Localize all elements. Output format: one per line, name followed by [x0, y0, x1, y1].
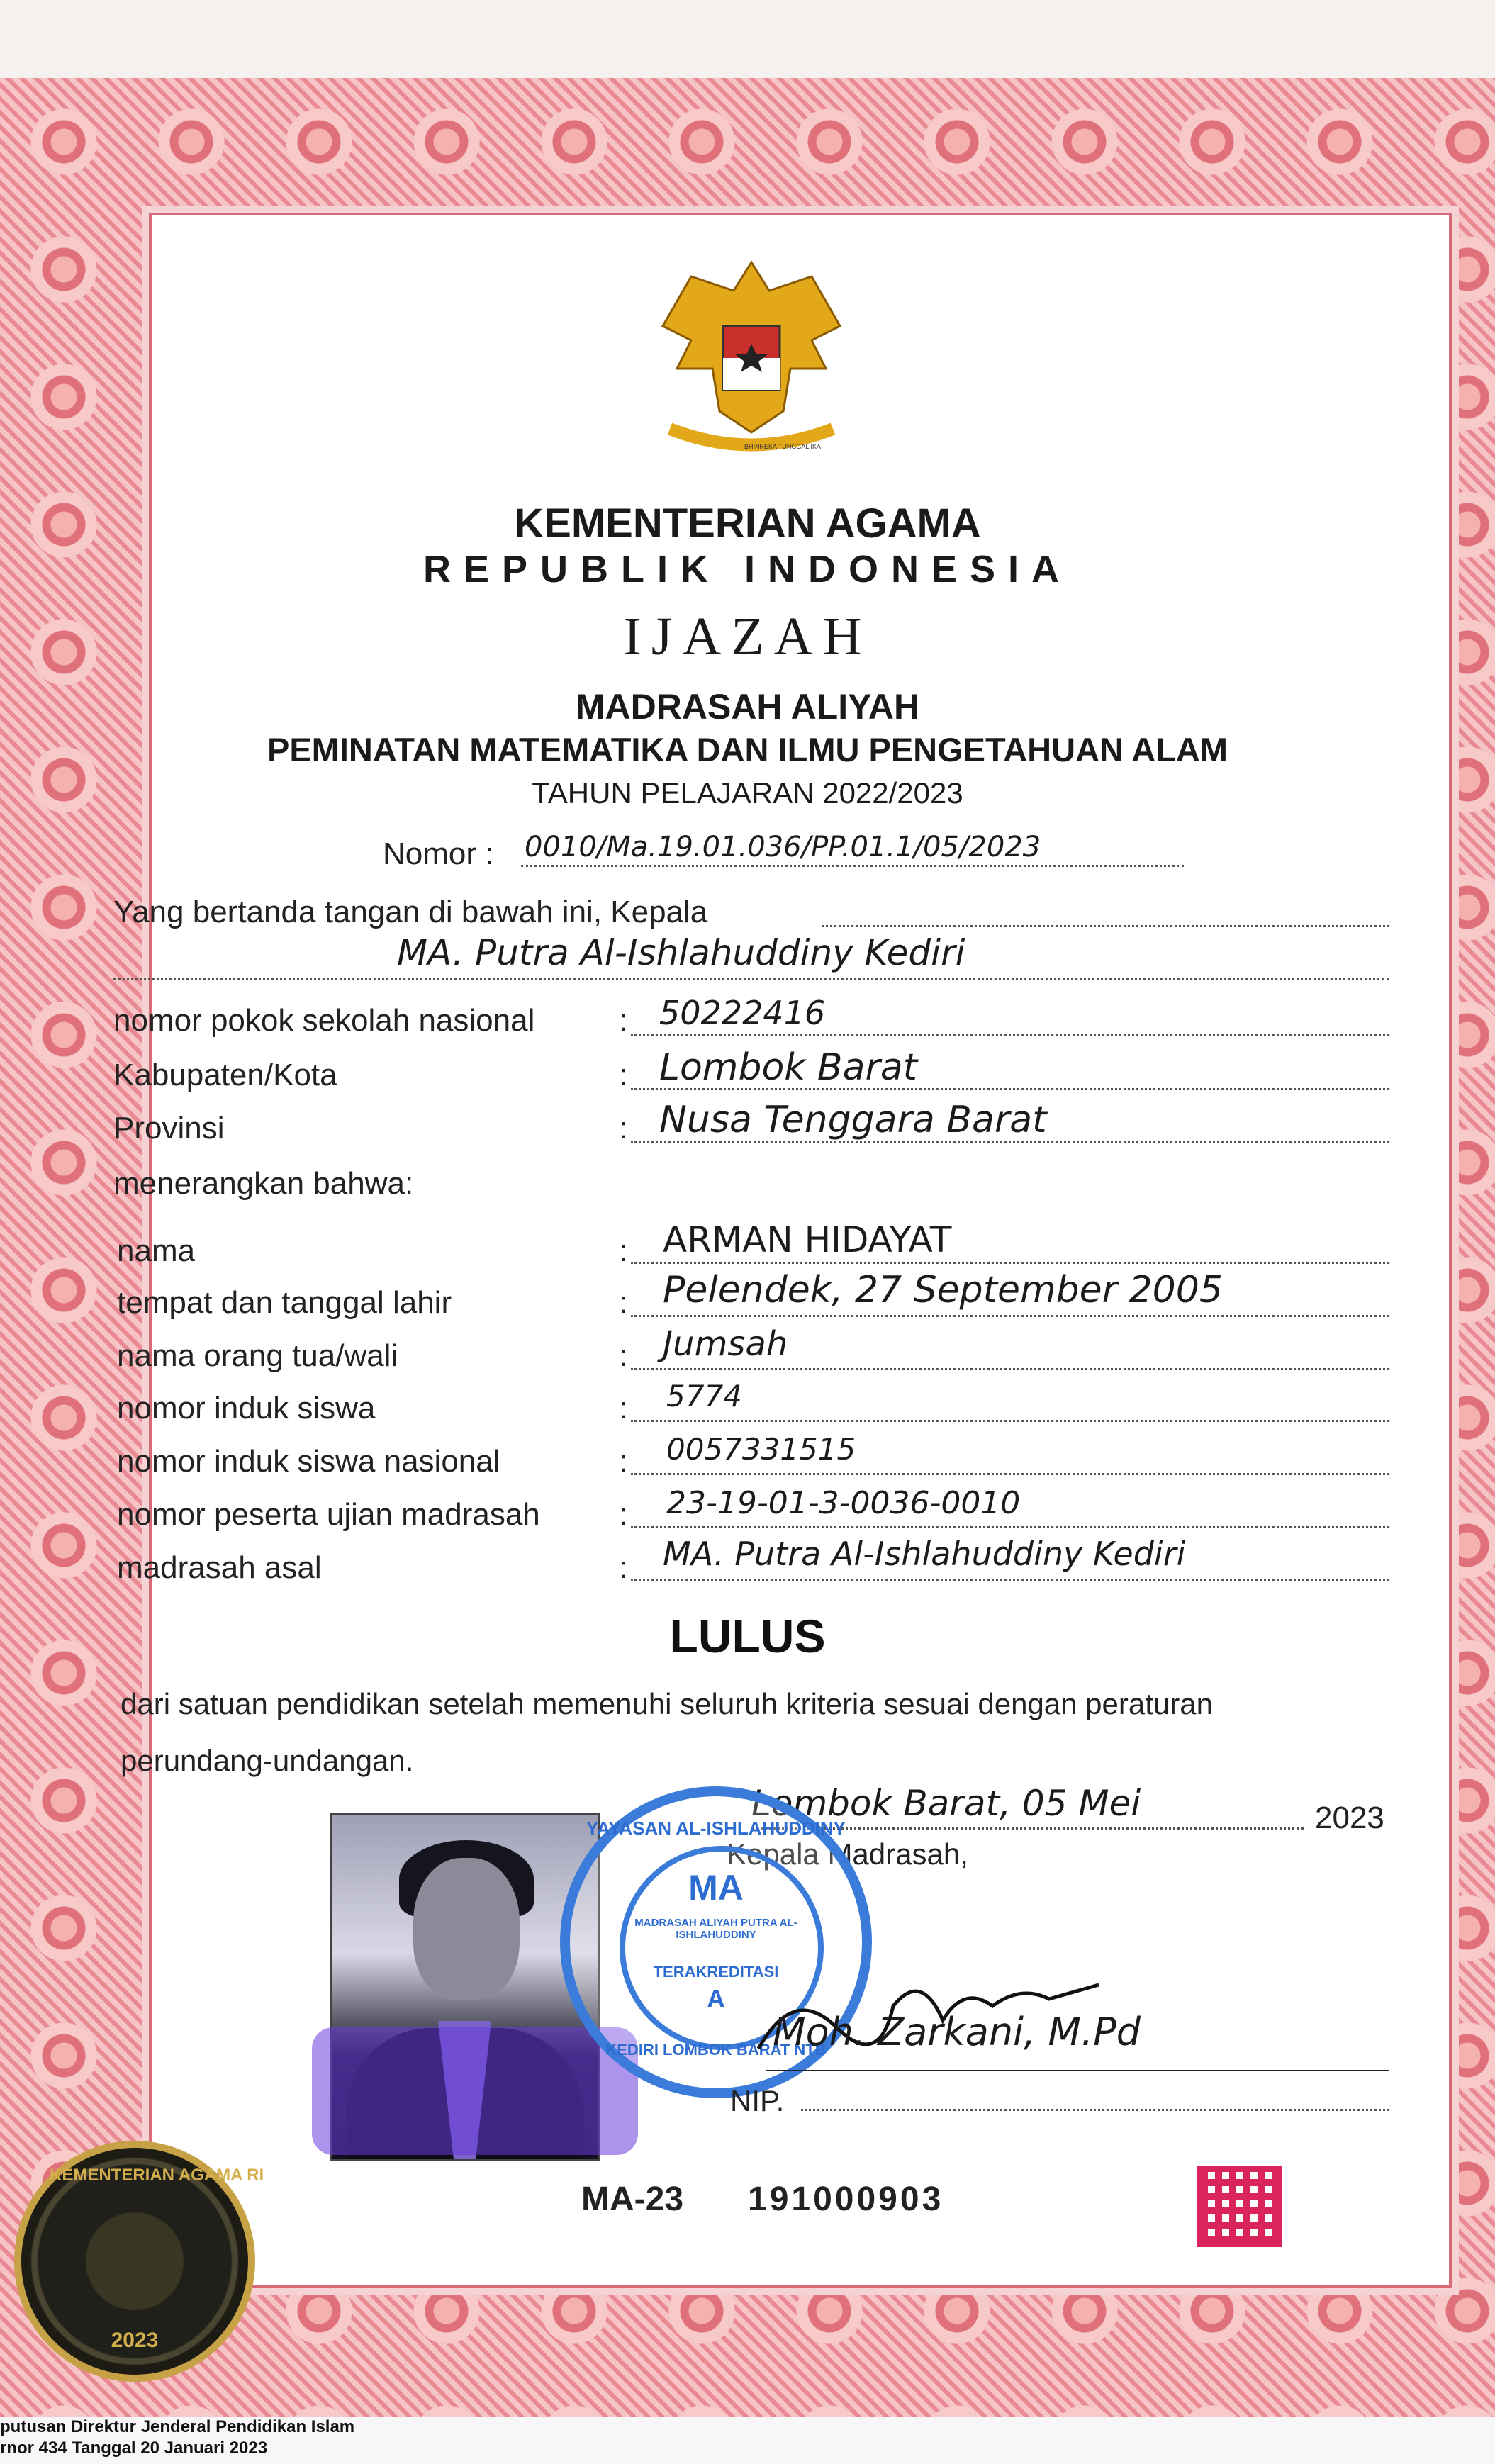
school-type: MADRASAH ALIYAH [575, 687, 920, 727]
signatory-name: Moh. Zarkani, M.Pd [773, 2010, 1141, 2054]
nip-label: NIP. [730, 2084, 785, 2117]
sign-role: Kepala Madrasah, [727, 1837, 968, 1871]
intro-school: MA. Putra Al-Ishlahuddiny Kediri [397, 932, 965, 973]
ministry-title: KEMENTERIAN AGAMA [514, 500, 981, 547]
statement-line2: perundang-undangan. [121, 1744, 414, 1777]
sign-year: 2023 [1315, 1801, 1384, 1835]
serial-prefix: MA-23 [581, 2180, 684, 2218]
place-date: Lombok Barat, 05 Mei [751, 1783, 1141, 1824]
intro-line: Yang bertanda tangan di bawah ini, Kepala [113, 895, 708, 929]
program-title: PEMINATAN MATEMATIKA DAN ILMU PENGETAHUAN ALAM [267, 731, 1228, 768]
number-value: 0010/Ma.19.01.036/PP.01.1/05/2023 [525, 831, 1041, 863]
republic-title: REPUBLIK INDONESIA [422, 548, 1073, 590]
school-stamp: YAYASAN AL-ISHLAHUDDINY MA MADRASAH ALIYAH PUTRA AL-ISHLAHUDDINY TERAKREDITASI A KEDIRI LOMBOK BARAT NTB [560, 1786, 872, 2098]
statement-line1: dari satuan pendidikan setelah memenuhi seluruh kriteria sesuai dengan peraturan [121, 1687, 1213, 1720]
ministry-seal: KEMENTERIAN AGAMA RI 2023 [14, 2141, 255, 2382]
garuda-emblem-icon [649, 248, 854, 461]
result-lulus: LULUS [669, 1610, 826, 1662]
emblem-motto: BHINNEKA TUNGGAL IKA [744, 443, 822, 450]
serial-number: 191000903 [748, 2180, 944, 2218]
declares-label: menerangkan bahwa: [113, 1166, 414, 1201]
academic-year: TAHUN PELAJARAN 2022/2023 [532, 776, 963, 810]
footer-line2: rnor 434 Tanggal 20 Januari 2023 [0, 2438, 268, 2458]
footer-line1: putusan Direktur Jenderal Pendidikan Islam [0, 2417, 355, 2436]
number-label: Nomor : [383, 836, 494, 871]
qr-code-icon [1197, 2166, 1282, 2247]
document-title: IJAZAH [623, 607, 872, 666]
